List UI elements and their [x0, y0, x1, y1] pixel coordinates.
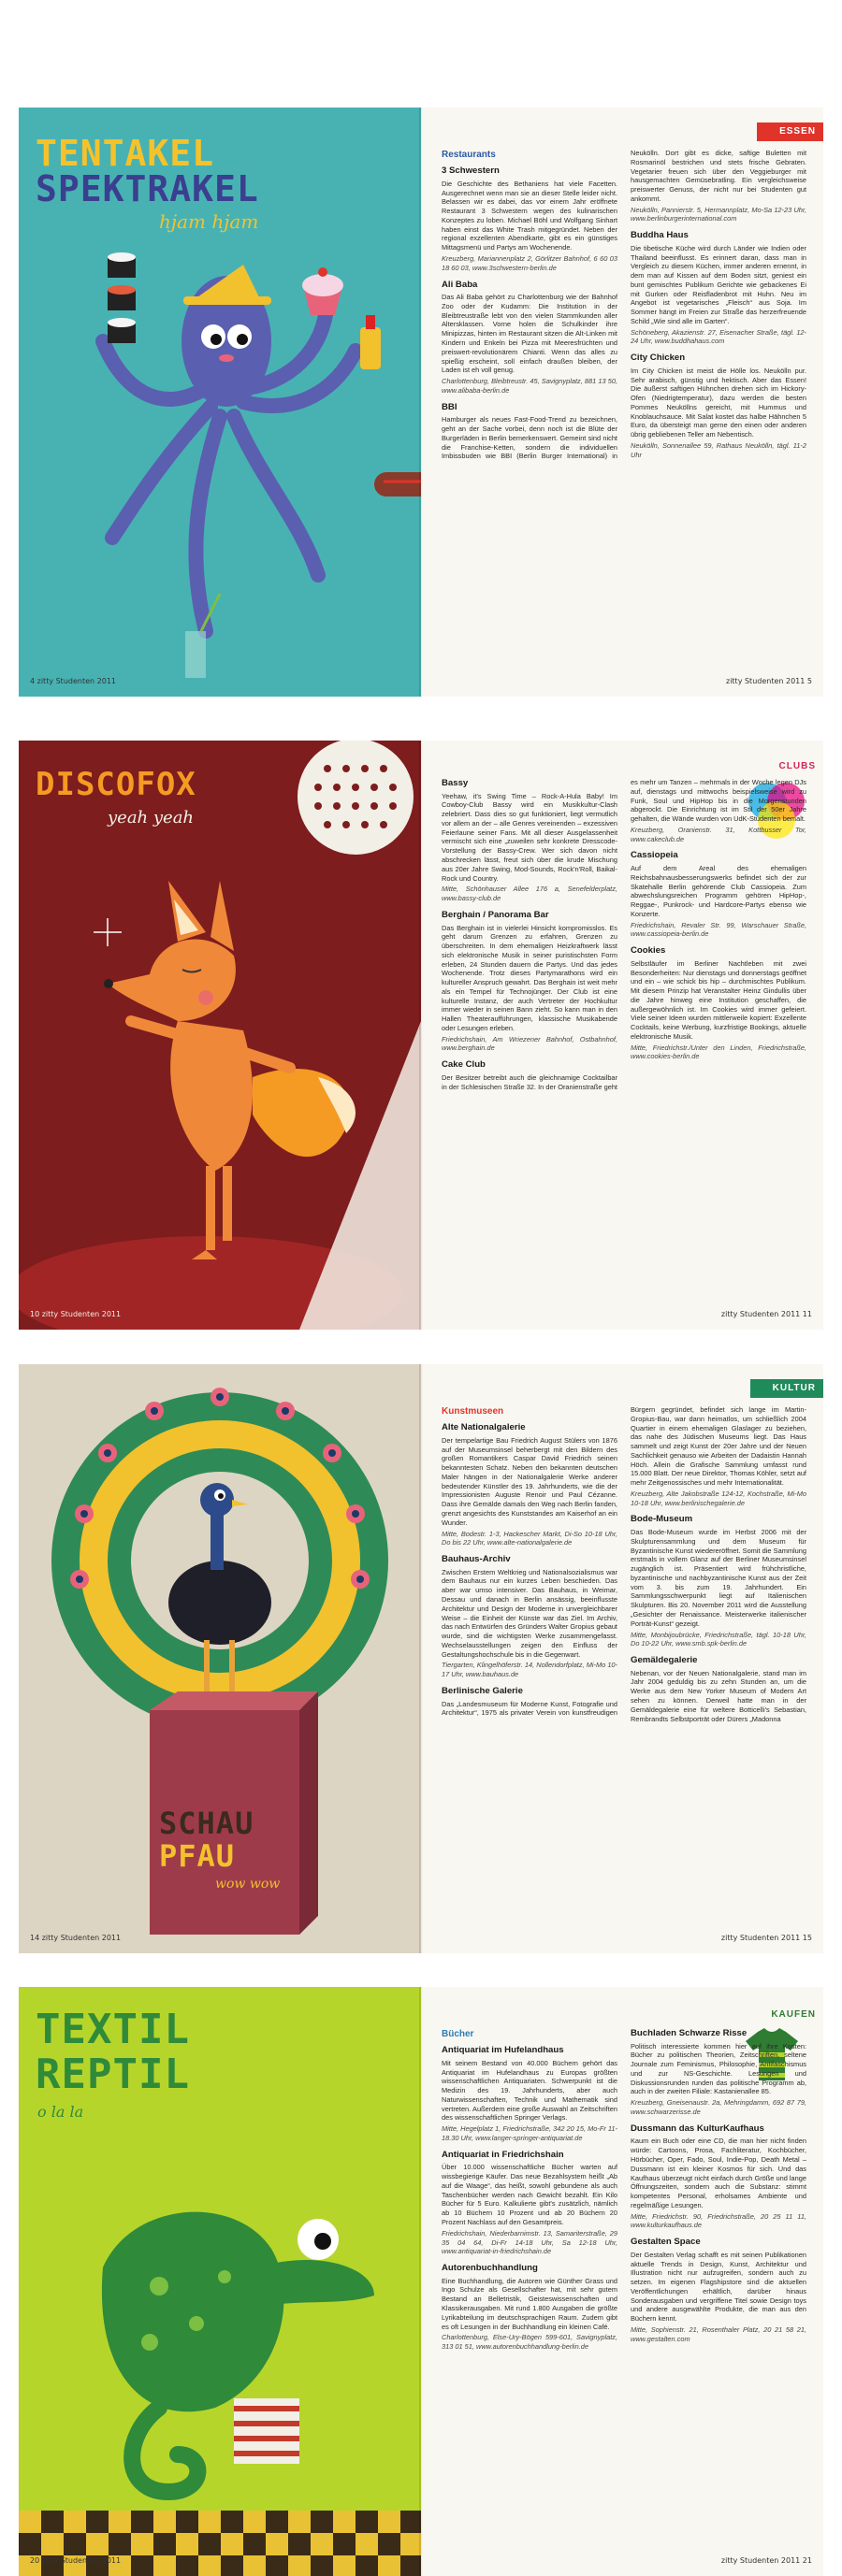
venue-name: Antiquariat im Hufelandhaus [442, 2045, 564, 2056]
venue-entry [442, 1554, 617, 1679]
venue-address: Kreuzberg, Gneisenaustr. 2a, Mehringdamm, 692 87 79, www.schwarzerisse.de [631, 2098, 806, 2117]
venue-text: Das Ali Baba gehört zu Charlottenburg wie der Bahnhof Zoo oder der Kudamm: Die Institution in der Bleibtreustraße lebt von den vielen Stammkunden aller Altersklassen. Vorne holen die Schulkinder ihre Minipizzas, hinten im Restaurant sitzen die Alt-Linken mit Kindern und Enkeln bei Pizza mit Meeresfrüchten und preiswert-revolutionärem Chianti. Wenn das alles zu spießig erscheint, soll einfach draußen bleiben, der Laden ist eh voll genug. [442, 293, 617, 375]
venue-name: Bauhaus-Archiv [442, 1554, 511, 1565]
headline-line-2: PFAU [159, 1838, 236, 1874]
venue-name: Dussmann das KulturKaufhaus [631, 2123, 764, 2134]
venue-text: Mit seinem Bestand von 40.000 Büchern gehört das Antiquariat im Hufelandhaus zu Europas größten wissenschaftlichen Antiquariaten. Schwerpunkt ist die Medizin des 19. Jahrhunderts, aber auch Naturwissenschaften, Technik und Mathematik sind vertreten. Außerdem eine große Auswahl an Zeitschriften des wissenschaftlichen Springer Verlags. [442, 2058, 617, 2123]
venue-address: Neukölln, Sonnenallee 59, Rathaus Neukölln, tägl. 11-2 Uhr [631, 440, 806, 459]
venue-address: Friedrichshain, Revaler Str. 99, Warschauer Straße, www.cassiopeia-berlin.de [631, 920, 806, 939]
page-gutter [419, 741, 423, 1330]
venue-text: Im City Chicken ist meist die Hölle los. Neukölln pur. Sehr arabisch, günstig und hektisch. Aber das Essen! Die äußerst saftigen Hühnchen drehen sich im Hickory-Ofen (Niedrigtemperatur), dazu werden die besten Pommes Neuköllns gereicht, mit Hummus und Knoblauchsauce. Mit Salat kostet das halbe Hähnchen 5 Euro, da übersteigt man gerne den einen oder anderen übrig gebliebenen Teller am Nebentisch. [631, 366, 806, 439]
venue-name: Cookies [631, 945, 666, 957]
venue-text: Der Besitzer betreibt auch die gleichnamige Cocktailbar in der Schlesischen Straße 32. In der Oranienstraße geht es mehr um Tanzen – mehrmals in der Woche legen DJs auf, dienstags und mittwochs beispielsweise wird zu Funk, Soul und HipHop bis in die Morgenstunden abgerockt. Die Einrichtung ist im Stil der 50er Jahre gehalten, die Wände wurden von UdK-Studenten bemalt. [442, 778, 806, 1091]
venue-entry [631, 2237, 806, 2343]
article-columns [442, 2028, 806, 2548]
page-gutter [419, 1364, 423, 1953]
page-number-left: 10 zitty Studenten 2011 [30, 1310, 122, 1318]
venue-name: Gemäldegalerie [631, 1655, 698, 1666]
venue-address: Mitte, Friedrichstr./Unter den Linden, Friedrichstraße, www.cookies-berlin.de [631, 1043, 806, 1061]
venue-text: Der tempelartige Bau Friedrich August Stülers von 1876 auf der Museumsinsel beherbergt mit den Bildern des großen Romantikers Caspar David Friedrich seinen bekanntesten Schatz. Neben den bekannten deutschen Maler hängen in der Nationalgalerie Werke anderer bedeutender Künstler des 19. Jahrhunderts, wie die der Impressionisten Auguste Renoir und Paul Cézanne. Dass ihre Gemälde damals den Weg nach Berlin fanden, grenzt angesichts des Kunststandes am Kaiserhof an ein Wunder. [442, 1435, 617, 1527]
venue-text: Über 10.000 wissenschaftliche Bücher warten auf wissbegierige Käufer. Das neue Bezahlsystem heißt „Ab auf die Waage“, das heißt, sowohl gebundene als auch Taschenbücher werden nach Gewicht bezahlt. Ein Kilo Bücher für 5 Euro. Kalkulierte gibt's zusätzlich, nämlich ab 10 Büchern 10 Prozent und ab 20 Büchern 20 Prozent Nachlass auf den Gesamtpreis. [442, 2163, 617, 2226]
page-number-left: 14 zitty Studenten 2011 [30, 1934, 122, 1942]
venue-text: Nebenan, vor der Neuen Nationalgalerie, stand man im Jahr 2004 geduldig bis zu zehn Stunden an, um die Werke aus dem New Yorker Museum of Modern Art sehen zu können. Derweil hatte man in der Gemäldegalerie eine für weltere Botticelli's Sebastian, Rembrandts Selbstporträt oder Dürers „Madonna [631, 1668, 806, 1723]
venue-address: Mitte, Bodestr. 1-3, Hackescher Markt, Di-So 10-18 Uhr, Do bis 22 Uhr, www.alte-nationalgalerie.de [442, 1529, 617, 1547]
page-number-right: zitty Studenten 2011 5 [726, 677, 812, 685]
headline-subline: yeah yeah [108, 808, 195, 827]
venue-text: Hamburger als neues Fast-Food-Trend zu bezeichnen, geht an der Sache vorbei, denn noch ist die Blüte der Burgerläden in Berlin bemerkenswert. Gemeint sind nicht die Franchise-Ketten, sondern die individuellen Imbissbuden wie BBI (Berlin Burger International) in Neukölln. Dort gibt es dicke, saftige Buletten mit Rosmarinöl bestrichen und stets frische Gebraten. Vegetarier freuen sich über den Veggieburger mit hausgemachten Gemüsebratling. Ein vergleichsweise preiswerter Genuss, der nicht nur bei Studenten gut ankommt. [442, 149, 806, 461]
category-badge: ESSEN [757, 122, 823, 141]
category-badge: CLUBS [778, 761, 816, 771]
venue-text: Politisch interessierte kommen hier auf ihre Kosten: Bücher zu politischen Theorien, Zeitschriften, seltene Journale zum Feminismus, Philosophie, Antifaschismus und zur NS-Geschichte. Lesungen und Diskussionsrunden runden das politische Programm ab, auch in der zweiten Filiale: Kastanienallee 85. [631, 2041, 806, 2096]
illustration-page [19, 108, 421, 697]
venue-text: Das Berghain ist in vielerlei Hinsicht kompromisslos. Es geht darum Grenzen zu erfahren, Grenzen zu überschreiten. In dem ehemaligen Heizkraftwerk lässt sich elektronische Musik in seiner puristischsten Form erleben, 24 Stunden dauern die Partys. Und das jedes Wochenende. Trotz dieses Partymarathons wird ein kultureller Anspruch gewahrt. Das Berghain ist weit mehr als ein Tempel für Technojünger. Der Club ist eine kulturelle Instanz, der auch Vertreter der Hochkultur immer wieder in seinen Bann zieht. So kann man in den Hallen Theateraufführungen, klassische Musikabende oder Lesungen erleben. [442, 923, 617, 1032]
venue-text: Die tibetische Küche wird durch Länder wie Indien oder Thailand beeinflusst. Es erinnert daran, dass man in Vergleich zu diesem Küchen, immer anderen ernennt, in dem man auf Kissen auf dem Boden sitzt, geniest ein bunt gemischtes Publikum Gerichte wie gebackenes Ei mit Gurken oder Reisfladenbrot mit Huhn. Neu im Angebot ist vegetarisches „Fleisch“ aus Soja. Im Sommer hängt im Freien zur Straße das herzerfreuende Schild „Wie sind alle im Garten“. [631, 243, 806, 325]
spread-essen [19, 108, 823, 697]
venue-entry [631, 2028, 806, 2117]
page-number-right: zitty Studenten 2011 15 [720, 1934, 812, 1942]
page-number-left: 4 zitty Studenten 2011 [30, 677, 116, 685]
venue-text: Selbstläufer im Berliner Nachtleben mit zwei Besonderheiten: Nur dienstags und donnerstags geöffnet und ein – wie schick bis hip – durchmischtes Publikum. Mit diesem Prinzip hat Veranstalter Heinz Gindullis über die Jahre hinweg eine Institution geschaffen, die außergewöhnlich ist. Im Cookies wird immer gefeiert. Viele seiner Ideen wurden mittlerweile kopiert: Exzellente Cocktails, keine Werbung, kurzfristige Bookings, aktuelle elektronische Musik. [631, 958, 806, 1041]
fox-drawing [19, 741, 421, 1330]
venue-name: Alte Nationalgalerie [442, 1422, 526, 1433]
section-title: Restaurants [442, 150, 496, 160]
category-badge: KULTUR [750, 1379, 823, 1398]
page-number-right: zitty Studenten 2011 11 [720, 1310, 812, 1318]
venue-entry [631, 1655, 806, 1723]
venue-address: Mitte, Monbijoubrücke, Friedrichstraße, tägl. 10-18 Uhr, Do 10-22 Uhr, www.smb.spk-berlin.de [631, 1630, 806, 1648]
venue-entry [631, 1514, 806, 1648]
article-page [421, 1987, 823, 2576]
spread-kultur [19, 1364, 823, 1953]
venue-address: Friedrichshain, Niederbarnimstr. 13, Samariterstraße, 29 35 04 64, Di-Fr 14-18 Uhr, Sa 12-18 Uhr, www.antiquariat-in-friedrichshain.de [442, 2228, 617, 2256]
page-gutter [419, 1987, 423, 2576]
venue-entry [442, 165, 617, 272]
headline-line-1: SCHAU [159, 1806, 254, 1841]
venue-text: Die Geschichte des Bethaniens hat viele Facetten. Ausgerechnet wenn man sie an dieser Stelle leider nicht. Belassen wir es dabei, das vor einem Jahr eröffnete Restaurant 3 Schwestern wegen des kulinarischen Konzeptes zu loben. Michael Böhl und Wolfgang Sinhart haben einst das White Trash mitgegründet. Neben der regional exzellenten Abendkarte, gibt es ein günstiges Mittagsmenü und Partys am Wochenende. [442, 179, 617, 252]
venue-text: Auf dem Areal des ehemaligen Reichsbahnausbesserungswerks befindet sich der zur Skatehalle Berlin gehörende Club Cassiopeia. Zum abwechslungsreichen Programm gehören HipHop-, Reggae-, Punkrock- und Hardcore-Partys ebenso wie Konzerte. [631, 864, 806, 918]
venue-address: Schöneberg, Akazienstr. 27, Eisenacher Straße, tägl. 12-24 Uhr, www.buddhahaus.com [631, 327, 806, 346]
venue-name: Gestalten Space [631, 2237, 701, 2248]
venue-entry [442, 910, 617, 1053]
venue-name: 3 Schwestern [442, 165, 500, 177]
venue-entry [442, 2150, 617, 2256]
venue-text: Kaum ein Buch oder eine CD, die man hier nicht finden würde: Cartoons, Prosa, Fachliteratur, Kochbücher, Hörbücher, Oper, Fado, Soul, Indie-Pop, Death Metal – Dussmann ist ein kleiner Kosmos für sich. Und das Kaufhaus überzeugt nicht einfach durch Größe und lange Öffnungszeiten, sondern auch die Substanz: stimmt kompetentes Personal, erholsames Ambiente und regelmäßige Lesungen. [631, 2137, 806, 2209]
venue-text: Das Bode-Museum wurde im Herbst 2006 mit der Skulpturensammlung und dem Museum für Byzantinische Kunst wiedereröffnet. Somit die Sammlung erstmals in vollem Glanz auf der Berliner Museumsinsel zugänglich ist. Präsentiert wird frühchristliche, byzantinische und nachbyzantinische Kunst aus der Zeit vom 3. bis zum 19. Jahrhundert. Ein Sammlungsschwerpunkt liegt auf Italienischen Skulpturen. Bis 20. November 2011 wird die Ausstellung „Gesichter der Renaissance. Meisterwerke italienischer Porträt-Kunst“ gezeigt. [631, 1528, 806, 1628]
venue-entry [631, 353, 806, 459]
venue-address: Kreuzberg, Oranienstr. 31, Kottbusser Tor, www.cakeclub.de [631, 825, 806, 843]
section-title: Kunstmuseen [442, 1406, 504, 1417]
venue-name: Berghain / Panorama Bar [442, 909, 549, 920]
illustration-page [19, 741, 421, 1330]
section-title: Bücher [442, 2029, 474, 2039]
venue-address: Kreuzberg, Alte Jakobstraße 124-12, Kochstraße, Mi-Mo 10-18 Uhr, www.berlinischegalerie.de [631, 1489, 806, 1507]
venue-name: Cassiopeia [631, 850, 678, 861]
venue-entry [442, 2263, 617, 2352]
venue-address: Friedrichshain, Am Wriezener Bahnhof, Ostbahnhof, www.berghain.de [442, 1034, 617, 1053]
venue-name: Berlinische Galerie [442, 1685, 523, 1696]
illustration-page [19, 1364, 421, 1953]
headline-line-2: REPTIL [36, 2051, 190, 2098]
venue-entry [631, 850, 806, 939]
venue-name: Bassy [442, 778, 469, 788]
venue-address: Mitte, Hegelplatz 1, Friedrichstraße, 342 20 15, Mo-Fr 11-18.30 Uhr, www.langer-springer-antiquariat.de [442, 2124, 617, 2142]
venue-name: Buchladen Schwarze Risse [631, 2028, 748, 2038]
venue-entry [442, 1422, 617, 1547]
page-gutter [419, 108, 423, 697]
venue-address: Neukölln, Pannierstr. 5, Hermannplatz, Mo-Sa 12-23 Uhr, www.berlinburgerinternational.com [631, 205, 806, 223]
venue-text: Der Gestalten Verlag schafft es mit seinen Publikationen aktuelle Trends in Design, Kunst, Architektur und Illustration nicht nur aufzugreifen, sondern auch zu setzen. Im eigenen Flagshipstore sind die aktuellen Veröffentlichungen erhältlich, darüber hinaus Sonderausgaben und vergriffene Titel sowie Design toys und andere ausgewählte Produkte, die man aus den Büchern kennt. [631, 2250, 806, 2324]
illustration-page [19, 1987, 421, 2576]
spread-clubs [19, 741, 823, 1330]
venue-name: City Chicken [631, 353, 686, 364]
venue-entry [442, 778, 617, 903]
venue-address: Mitte, Sophienstr. 21, Rosenthaler Platz, 20 21 58 21, www.gestalten.com [631, 2324, 806, 2343]
venue-address: Charlottenburg, Else-Ury-Bögen 599-601, Savignyplatz, 313 01 51, www.autorenbuchhandlung-berlin.de [442, 2333, 617, 2352]
venue-text: Zwischen Erstem Weltkrieg und Nationalsozialismus war dem Bauhaus nur ein kurzes Leben beschieden. Das aber war umso intensiver. Das Bauhaus, in Weimar, Dessau und danach in Berlin ansässig, beeinflusste Architektur und Design der Moderne in unvergleichbarer Weise – die Einheit der Künste war das Ziel. Im Archiv, das nach Entwürfen des Gründers Walter Gropius gebaut wurde, sind die wichtigsten Werke zusammengefasst. Wechselausstellungen zeigen den Einfluss der Gestaltungshochschule bis in die Gegenwart. [442, 1567, 617, 1659]
headline-subline: wow wow [215, 1877, 281, 1892]
venue-address: Mitte, Schönhauser Allee 176 a, Senefelderplatz, www.bassy-club.de [442, 885, 617, 903]
headline-line-1: TENTAKEL [36, 133, 215, 174]
venue-name: Bode-Museum [631, 1514, 693, 1525]
article-page [421, 1364, 823, 1953]
venue-address: Charlottenburg, Bleibtreustr. 45, Savignyplatz, 881 13 50, www.alibaba-berlin.de [442, 377, 617, 395]
article-columns [442, 778, 806, 1298]
article-page [421, 108, 823, 697]
venue-entry [631, 230, 806, 346]
headline-line-1: DISCOFOX [36, 766, 196, 803]
venue-text: Eine Buchhandlung, die Autoren wie Günther Grass und Ingo Schulze als Gesellschafter hat, mit sehr gutem Bestand an Belletristik, Geisteswissenschaften und Klassikerausgaben. Mit rund 1.800 Ausgaben die größte Lyrikabteilung im deutschsprachigen Raum. Zudem gibt es oft Lesungen in der Buchhandlung ein kleinen Café. [442, 2276, 617, 2331]
article-page [421, 741, 823, 1330]
venue-address: Kreuzberg, Mariannenplatz 2, Görlitzer Bahnhof, 6 60 03 18 60 03, www.3schwestern-berlin.de [442, 253, 617, 272]
venue-entry [631, 2123, 806, 2230]
headline-line-1: TEXTIL [36, 2006, 190, 2053]
venue-text: Das „Landesmuseum für Moderne Kunst, Fotografie und Architektur“, 1975 als privater Verein von kunstfreudigen Bürgern gegründet, befindet sich lange im Martin-Gropius-Bau, war dann heimatlos, um schließlich 2004 Quartier in einem ehemaligen Glaslager zu beziehen, das nahe des Jüdischen Museums liegt. Das Haus sammelt und zeigt Kunst der 20er Jahre und der Neuen Sachlichkeit genauso wie Arbeiten der Dadaistin Hannah Höch. Allein die Grafische Sammlung umfasst rund 15.000 Blatt. Der neue Direktor, Thomas Köhler, setzt auf mehr Zeitgenossisches und mehr Internationalität. [442, 1405, 806, 1718]
venue-name: Ali Baba [442, 279, 478, 290]
headline-subline: hjam hjam [159, 210, 259, 233]
venue-name: Cake Club [442, 1059, 486, 1071]
page-number-left: 20 zitty Studenten 2011 [30, 2556, 122, 2565]
category-badge: KAUFEN [771, 2009, 816, 2020]
article-columns [442, 1405, 806, 1925]
headline-subline: o la la [37, 2103, 84, 2121]
venue-address: Tiergarten, Klingelhöferstr. 14, Nollendorfplatz, Mi-Mo 10-17 Uhr, www.bauhaus.de [442, 1661, 617, 1679]
venue-entry [442, 2045, 617, 2143]
venue-name: Autorenbuchhandlung [442, 2263, 538, 2274]
venue-entry [631, 945, 806, 1061]
article-columns [442, 149, 806, 669]
venue-entry [442, 280, 617, 396]
venue-name: Buddha Haus [631, 230, 689, 241]
headline-line-2: SPEKTRAKEL [36, 168, 259, 209]
venue-name: BBI [442, 401, 457, 412]
venue-name: Antiquariat in Friedrichshain [442, 2149, 564, 2160]
spread-kaufen [19, 1987, 823, 2576]
venue-address: Mitte, Friedrichstr. 90, Friedrichstraße, 20 25 11 11, www.kulturkaufhaus.de [631, 2211, 806, 2230]
fox-illustration [19, 741, 421, 1330]
page-number-right: zitty Studenten 2011 21 [720, 2556, 812, 2565]
venue-text: Yeehaw, it's Swing Time – Rock-A-Hula Baby! Im Cowboy-Club Bassy wird ein Musikkultur-Clash zelebriert. Dass dies so gut funktioniert, liegt vermutlich vor allem an der – alle Genres vereinenden – exzessiven Feierlaune seiner Fans. Mit all dieser Ausgelassenheit vermischt sich eine „zuweilen sehr konkrete Dresscode-Vorstellung der Bassy-Crew. Wer sich davon nicht abschrecken lässt, freut sich über die krude Mischung aus 20er Jahre Swing, Mod-Sounds, Rock'n'Roll, Baikal-Rock und Country. [442, 791, 617, 883]
